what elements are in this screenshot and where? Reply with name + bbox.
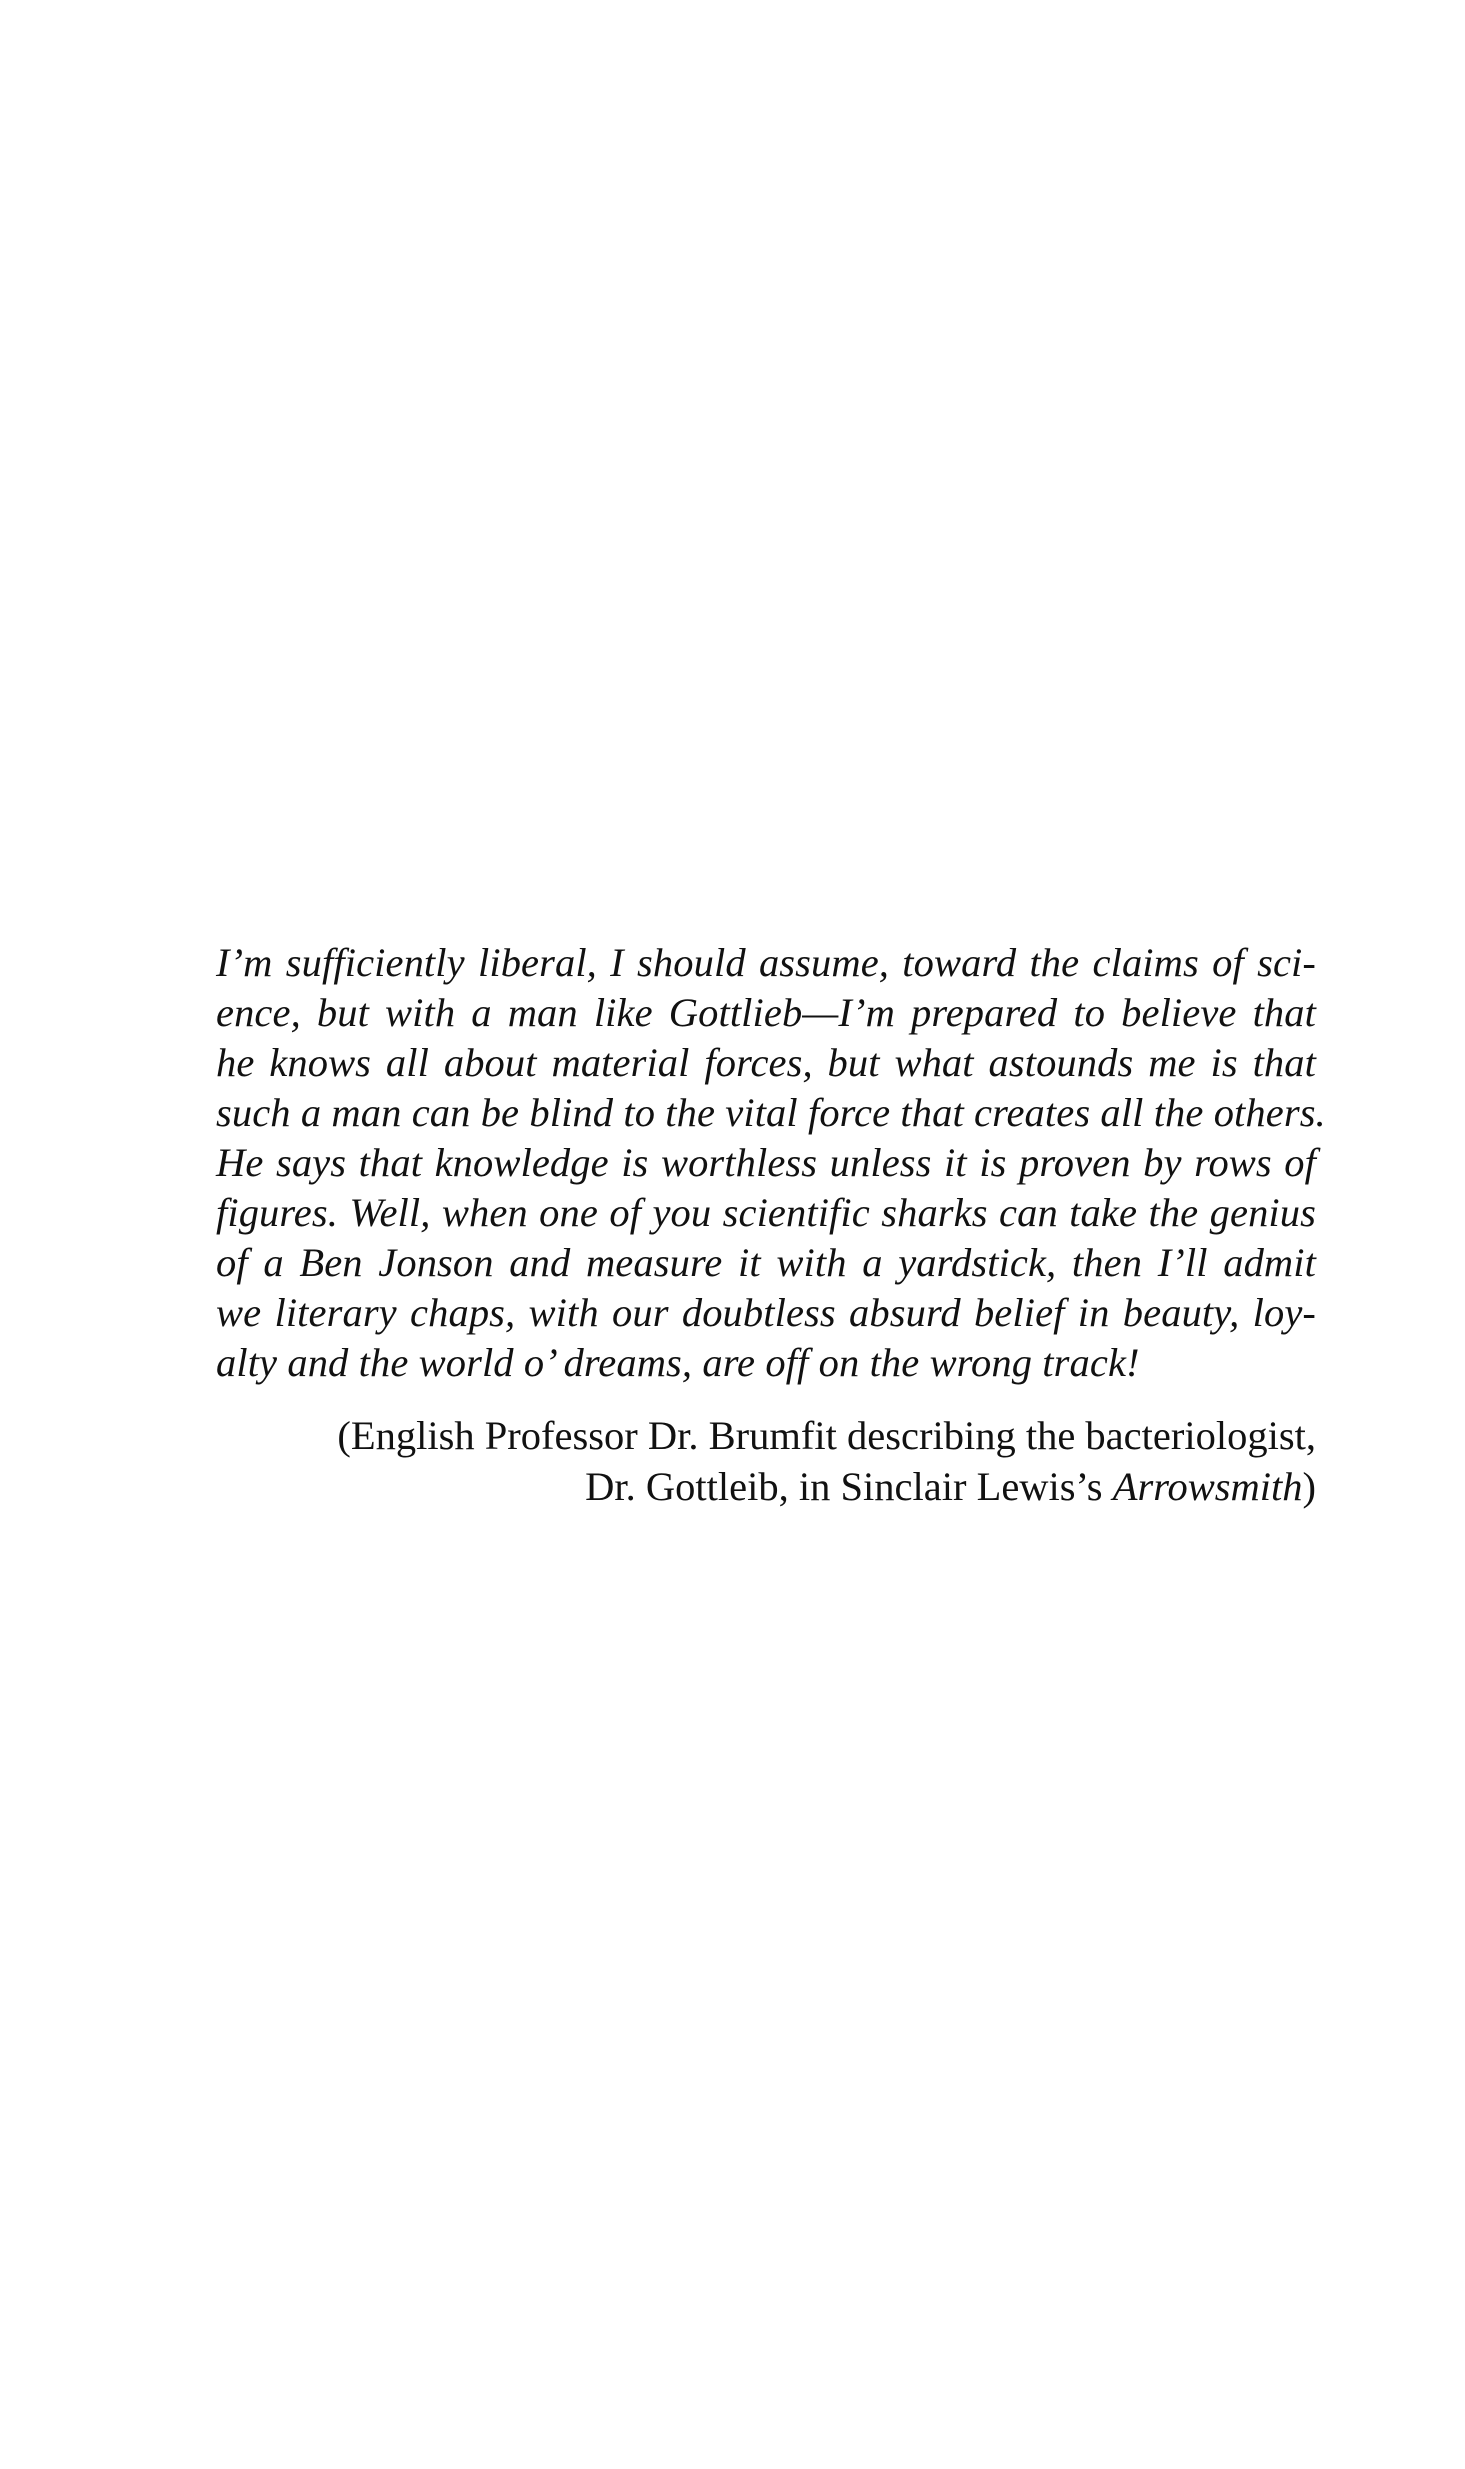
- quote-line: we literary chaps, with our doubtless absurd belief in beauty, loy-: [216, 1290, 1316, 1335]
- quote-line: ence, but with a man like Gottlieb—I’m prepared to believe that: [216, 990, 1316, 1035]
- epigraph-quote: [216, 938, 1326, 1388]
- quote-line: I’m sufficiently liberal, I should assume, toward the claims of sci-: [216, 940, 1316, 985]
- attribution-source-prefix: Dr. Gottleib, in Sinclair Lewis’s: [585, 1464, 1113, 1509]
- quote-line: he knows all about material forces, but what astounds me is that: [216, 1040, 1316, 1085]
- quote-line: figures. Well, when one of you scientific sharks can take the genius: [216, 1190, 1316, 1235]
- attribution-line-2: [216, 1461, 1316, 1512]
- epigraph: [216, 938, 1326, 1512]
- book-title: Arrowsmith: [1112, 1464, 1303, 1509]
- quote-line: such a man can be blind to the vital force that creates all the others.: [216, 1090, 1326, 1135]
- epigraph-attribution: [216, 1410, 1316, 1512]
- quote-line: of a Ben Jonson and measure it with a yardstick, then I’ll admit: [216, 1240, 1316, 1285]
- quote-line: He says that knowledge is worthless unless it is proven by rows of: [216, 1140, 1316, 1185]
- quote-line: alty and the world o’ dreams, are off on the wrong track!: [216, 1340, 1140, 1385]
- attribution-source-suffix: ): [1302, 1464, 1316, 1509]
- attribution-line-1: (English Professor Dr. Brumfit describing the bacteriologist,: [337, 1413, 1316, 1458]
